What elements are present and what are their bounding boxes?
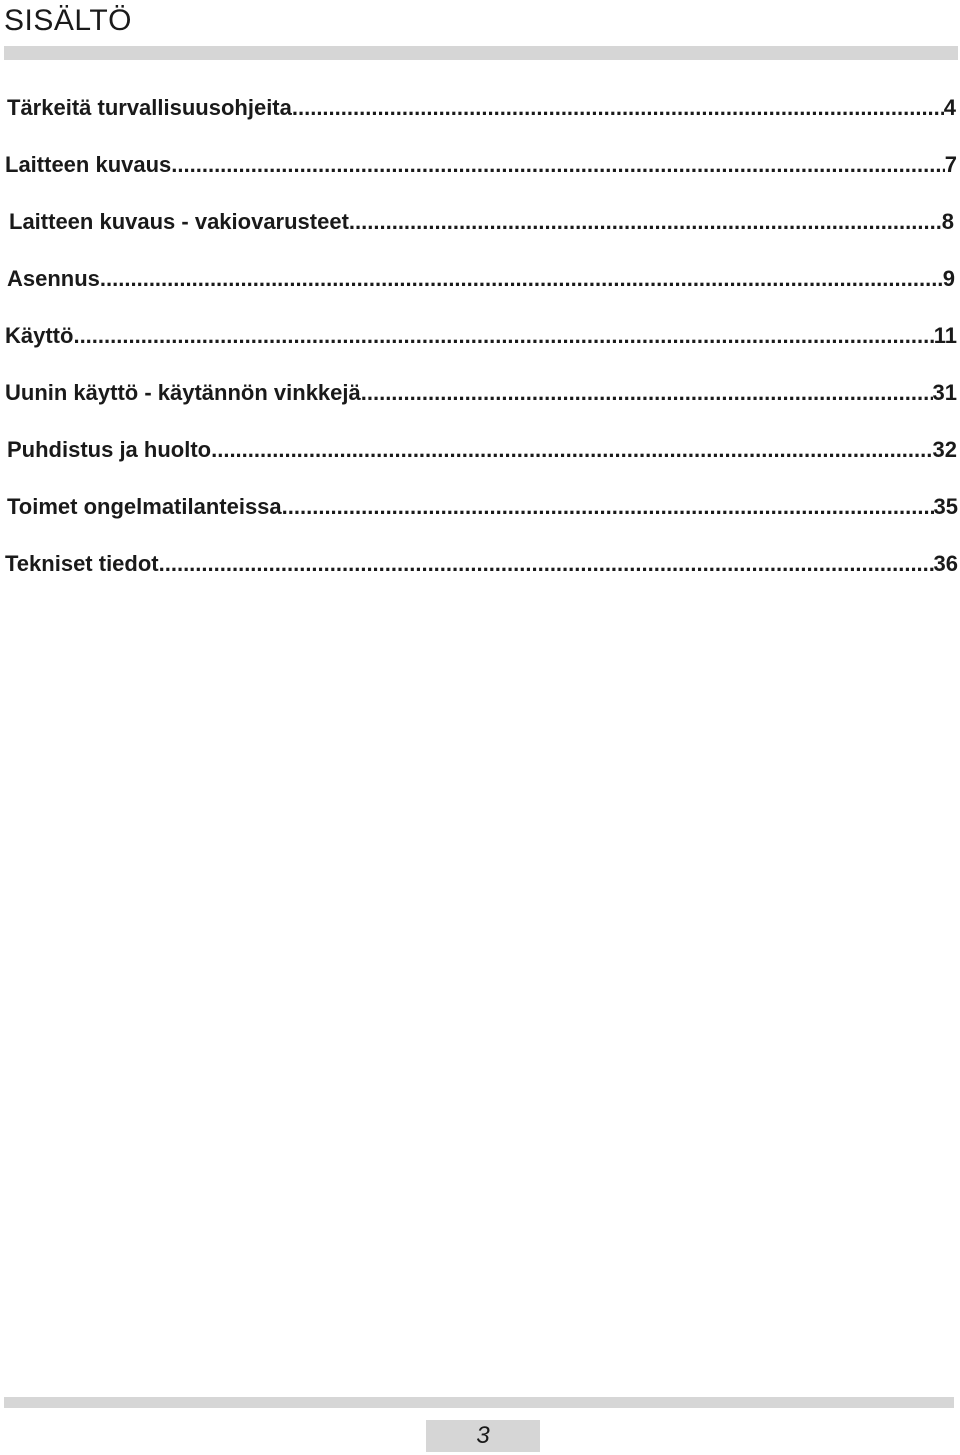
toc-entry-page: 7 xyxy=(944,152,957,177)
toc-entry-page: 9 xyxy=(942,266,955,291)
page-number: 3 xyxy=(476,1422,490,1449)
toc-dot-leader xyxy=(100,265,943,293)
toc-entry-label: Tekniset tiedot xyxy=(5,551,159,576)
toc-entry-page: 35 xyxy=(933,494,958,519)
toc-entry-cleaning-maintenance xyxy=(0,436,960,493)
toc-entry-oven-tips xyxy=(0,379,960,436)
toc-entry-label: Tärkeitä turvallisuusohjeita xyxy=(7,95,292,120)
toc-entry-appliance-description xyxy=(0,151,960,208)
toc-dot-leader xyxy=(211,436,932,464)
toc-entry-installation xyxy=(0,265,960,322)
toc-entry-page: 32 xyxy=(932,437,957,462)
toc-entry-label: Asennus xyxy=(7,266,100,291)
toc-entry-safety-instructions xyxy=(0,94,960,151)
toc-dot-leader xyxy=(159,550,934,578)
toc-dot-leader xyxy=(73,322,933,350)
toc-entry-label: Uunin käyttö - käytännön vinkkejä xyxy=(5,380,361,405)
page-title: SISÄLTÖ xyxy=(4,4,132,37)
toc-dot-leader xyxy=(171,151,944,179)
title-divider xyxy=(4,46,958,60)
toc-entry-troubleshooting xyxy=(0,493,960,550)
toc-entry-page: 31 xyxy=(932,380,957,405)
toc-entry-label: Laitteen kuvaus - vakiovarusteet xyxy=(9,209,349,234)
footer-divider xyxy=(4,1397,954,1408)
toc-entry-page: 8 xyxy=(941,209,954,234)
toc-dot-leader xyxy=(349,208,942,236)
toc-entry-label: Laitteen kuvaus xyxy=(5,152,172,177)
toc-entry-page: 36 xyxy=(933,551,958,576)
toc-entry-label: Toimet ongelmatilanteissa xyxy=(7,494,282,519)
page-number-box xyxy=(426,1420,540,1452)
toc-entry-technical-data xyxy=(0,550,960,607)
toc-dot-leader xyxy=(282,493,934,521)
toc-entry-usage xyxy=(0,322,960,379)
toc-dot-leader xyxy=(361,379,933,407)
toc-entry-label: Käyttö xyxy=(5,323,74,348)
toc-dot-leader xyxy=(292,94,944,122)
table-of-contents xyxy=(0,94,960,607)
toc-entry-page: 11 xyxy=(933,323,957,348)
toc-entry-label: Puhdistus ja huolto xyxy=(7,437,212,462)
toc-entry-standard-accessories xyxy=(0,208,960,265)
toc-entry-page: 4 xyxy=(943,95,956,120)
